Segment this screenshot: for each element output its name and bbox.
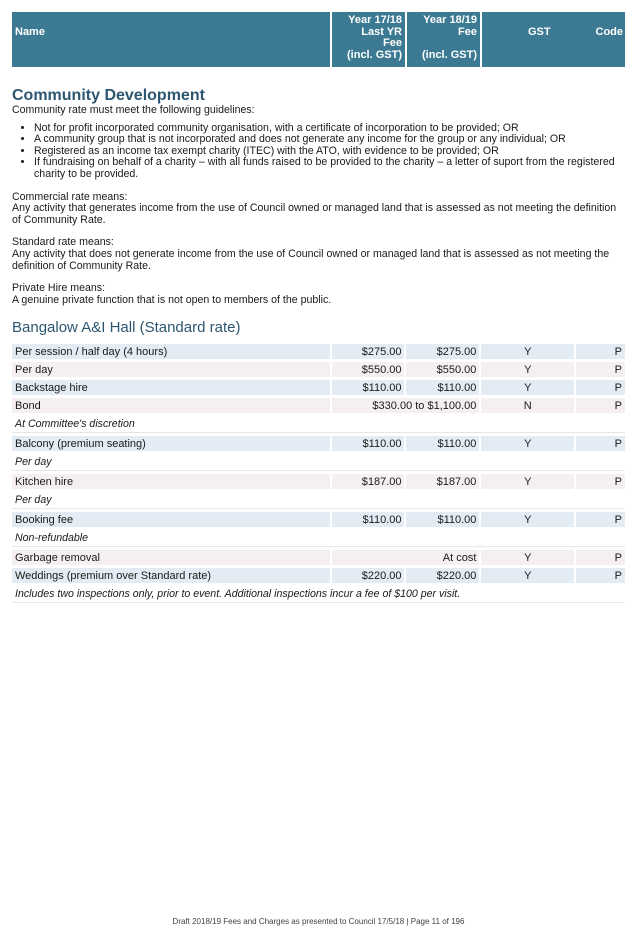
gst-flag: Y — [481, 362, 574, 377]
pricing-code: P — [576, 436, 625, 451]
fee-1819: $220.00 — [406, 568, 479, 583]
gst-flag: Y — [481, 512, 574, 527]
fee-name: Booking fee — [12, 512, 330, 527]
pricing-code: P — [576, 380, 625, 395]
note-row — [12, 416, 625, 433]
pricing-code: P — [576, 398, 625, 413]
fee-note: Per day — [12, 454, 625, 471]
section-title: Community Development — [12, 87, 205, 104]
fee-name: Balcony (premium seating) — [12, 436, 330, 451]
gst-flag: Y — [481, 344, 574, 359]
note-row — [12, 530, 625, 547]
fee-note: Includes two inspections only, prior to event. Additional inspections incur a fee of $100 per visit. — [12, 586, 625, 603]
fee-1718: $110.00 — [332, 436, 405, 451]
header-gst-code — [482, 12, 625, 67]
page-footer: Draft 2018/19 Fees and Charges as presented to Council 17/5/18 | Page 11 of 196 — [172, 917, 465, 926]
fee-1718: $220.00 — [332, 568, 405, 583]
guideline-item: • If fundraising on behalf of a charity – with all funds raised to be provided to the charity – a letter of suport from the registered charity to be provided. — [34, 157, 625, 180]
fee-1819: $110.00 — [406, 512, 479, 527]
fee-1718: $110.00 — [332, 512, 405, 527]
gst-flag: Y — [481, 550, 574, 565]
fee-1819: $187.00 — [406, 474, 479, 489]
pricing-code: P — [576, 362, 625, 377]
pricing-code: P — [576, 550, 625, 565]
fee-range: At cost — [332, 550, 480, 565]
note-row — [12, 492, 625, 509]
fee-1819: $110.00 — [406, 436, 479, 451]
fee-row — [12, 398, 625, 413]
fee-1718: $110.00 — [332, 380, 405, 395]
fee-1819: $110.00 — [406, 380, 479, 395]
fee-name: Garbage removal — [12, 550, 330, 565]
definition-term: Standard rate means: — [12, 236, 114, 249]
fee-row — [12, 362, 625, 377]
header-name — [12, 12, 330, 67]
pricing-code: P — [576, 344, 625, 359]
definition-block — [12, 237, 625, 272]
fees-table — [10, 341, 627, 606]
pricing-code: P — [576, 568, 625, 583]
header-year1819 — [407, 12, 480, 67]
definitions — [12, 192, 625, 307]
fee-name: Kitchen hire — [12, 474, 330, 489]
fee-note: At Committee's discretion — [12, 416, 625, 433]
fee-row — [12, 512, 625, 527]
fee-name: Backstage hire — [12, 380, 330, 395]
definition-block — [12, 192, 625, 227]
gst-flag: N — [481, 398, 574, 413]
guidelines-list — [12, 123, 625, 181]
note-row — [12, 586, 625, 603]
fee-note: Per day — [12, 492, 625, 509]
fee-row — [12, 474, 625, 489]
fees-page — [12, 12, 625, 606]
table-header — [12, 12, 625, 67]
section-intro: Community rate must meet the following guidelines: — [12, 104, 255, 116]
pricing-code: P — [576, 512, 625, 527]
fee-1819: $550.00 — [406, 362, 479, 377]
fee-name: Weddings (premium over Standard rate) — [12, 568, 330, 583]
definition-term: Private Hire means: — [12, 282, 106, 295]
fee-row — [12, 436, 625, 451]
hall-title: Bangalow A&I Hall (Standard rate) — [12, 319, 241, 337]
header-name-label: Name — [15, 26, 45, 38]
definition-block — [12, 283, 625, 306]
header-year1819-line: (incl. GST) — [422, 48, 477, 61]
gst-flag: Y — [481, 436, 574, 451]
definition-text: Any activity that generates income from the use of Council owned or managed land that is assessed as not meeting the definition of Community Rate. — [12, 202, 617, 226]
fee-name: Per day — [12, 362, 330, 377]
gst-flag: Y — [481, 568, 574, 583]
definition-text: Any activity that does not generate income from the use of Council owned or managed land that is assessed as not meeting the definition of Community Rate. — [12, 247, 610, 272]
fee-range: $330.00 to $1,100.00 — [332, 398, 480, 413]
fee-1718: $275.00 — [332, 344, 405, 359]
gst-flag: Y — [481, 380, 574, 395]
definition-term: Commercial rate means: — [12, 190, 128, 203]
fee-row — [12, 380, 625, 395]
fee-1718: $187.00 — [332, 474, 405, 489]
header-year1718 — [332, 12, 405, 67]
fee-note: Non-refundable — [12, 530, 625, 547]
header-code: Code — [595, 26, 623, 38]
guideline-item: • Not for profit incorporated community organisation, with a certificate of incorporation to be provided; OR — [34, 123, 625, 135]
header-year1819-line: Fee — [458, 25, 477, 38]
fee-name: Bond — [12, 398, 330, 413]
header-year1718-line: Fee — [383, 37, 402, 50]
fee-name: Per session / half day (4 hours) — [12, 344, 330, 359]
guideline-item: • A community group that is not incorporated and does not generate any income for the group or any individual; OR — [34, 134, 625, 146]
note-row — [12, 454, 625, 471]
fee-row — [12, 344, 625, 359]
header-gst: GST — [528, 26, 551, 38]
guideline-item: • Registered as an income tax exempt charity (ITEC) with the ATO, with evidence to be provided; OR — [34, 146, 625, 158]
header-year1819-line: Year 18/19 — [423, 14, 477, 26]
gst-flag: Y — [481, 474, 574, 489]
definition-text: A genuine private function that is not open to members of the public. — [12, 293, 332, 306]
fee-1819: $275.00 — [406, 344, 479, 359]
fee-1718: $550.00 — [332, 362, 405, 377]
pricing-code: P — [576, 474, 625, 489]
fee-row — [12, 550, 625, 565]
header-year1718-line: (incl. GST) — [347, 48, 402, 61]
header-year1718-line: Last YR — [361, 25, 402, 38]
fee-row — [12, 568, 625, 583]
header-year1718-line: Year 17/18 — [348, 14, 402, 26]
